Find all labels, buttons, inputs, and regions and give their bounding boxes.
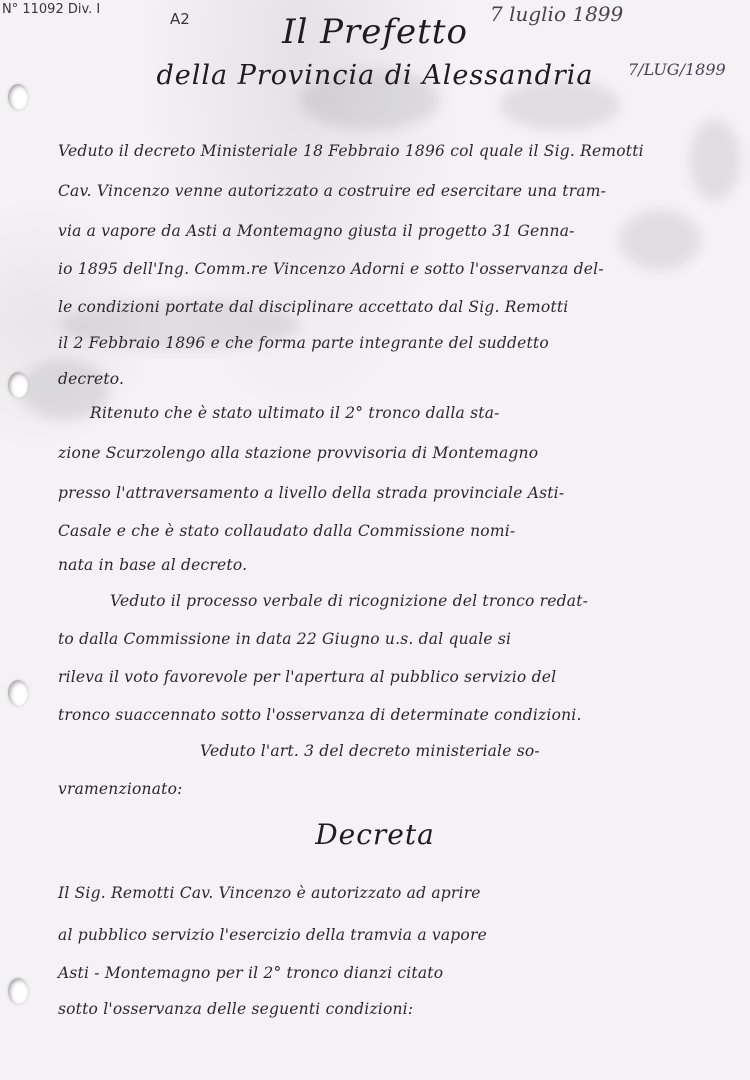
- body-line: Veduto l'art. 3 del decreto ministeriale so-: [200, 742, 540, 760]
- body-line: io 1895 dell'Ing. Comm.re Vincenzo Adorni e sotto l'osservanza del-: [58, 260, 604, 278]
- body-line: Casale e che è stato collaudato dalla Commissione nomi-: [58, 522, 516, 540]
- binder-hole: [8, 978, 28, 1004]
- body-line: Veduto il processo verbale di ricognizione del tronco redat-: [110, 592, 589, 610]
- decree-line: al pubblico servizio l'esercizio della tramvia a vapore: [58, 926, 487, 944]
- protocol-number: N° 11092 Div. I: [2, 2, 101, 17]
- heading-line-2: della Provincia di Alessandria: [156, 60, 594, 91]
- decree-line: Il Sig. Remotti Cav. Vincenzo è autorizzato ad aprire: [58, 884, 481, 902]
- decree-line: Asti - Montemagno per il 2° tronco dianzi citato: [58, 964, 444, 982]
- binder-hole: [8, 372, 28, 398]
- decree-title: Decreta: [315, 818, 435, 851]
- archive-code: A2: [170, 10, 190, 28]
- body-line: Cav. Vincenzo venne autorizzato a costruire ed esercitare una tram-: [58, 182, 607, 200]
- body-line: presso l'attraversamento a livello della strada provinciale Asti-: [58, 484, 565, 502]
- body-line: le condizioni portate dal disciplinare accettato dal Sig. Remotti: [58, 298, 569, 316]
- body-line: il 2 Febbraio 1896 e che forma parte integrante del suddetto: [58, 334, 549, 352]
- body-line: via a vapore da Asti a Montemagno giusta il progetto 31 Genna-: [58, 222, 575, 240]
- heading-line-1: Il Prefetto: [282, 12, 468, 52]
- body-line: decreto.: [58, 370, 125, 388]
- decree-line: sotto l'osservanza delle seguenti condizioni:: [58, 1000, 414, 1018]
- body-line: rileva il voto favorevole per l'apertura al pubblico servizio del: [58, 668, 557, 686]
- body-line: zione Scurzolengo alla stazione provvisoria di Montemagno: [58, 444, 539, 462]
- body-line: nata in base al decreto.: [58, 556, 248, 574]
- ink-smudge: [690, 120, 740, 200]
- body-line: Ritenuto che è stato ultimato il 2° tronco dalla sta-: [90, 404, 500, 422]
- body-line: Veduto il decreto Ministeriale 18 Febbraio 1896 col quale il Sig. Remotti: [58, 142, 644, 160]
- ink-smudge: [620, 210, 700, 270]
- handwritten-date: 7 luglio 1899: [490, 2, 624, 26]
- body-line: vramenzionato:: [58, 780, 183, 798]
- date-stamp: 7/LUG/1899: [628, 60, 726, 79]
- body-line: tronco suaccennato sotto l'osservanza di determinate condizioni.: [58, 706, 582, 724]
- binder-hole: [8, 680, 28, 706]
- body-line: to dalla Commissione in data 22 Giugno u.s. dal quale si: [58, 630, 512, 648]
